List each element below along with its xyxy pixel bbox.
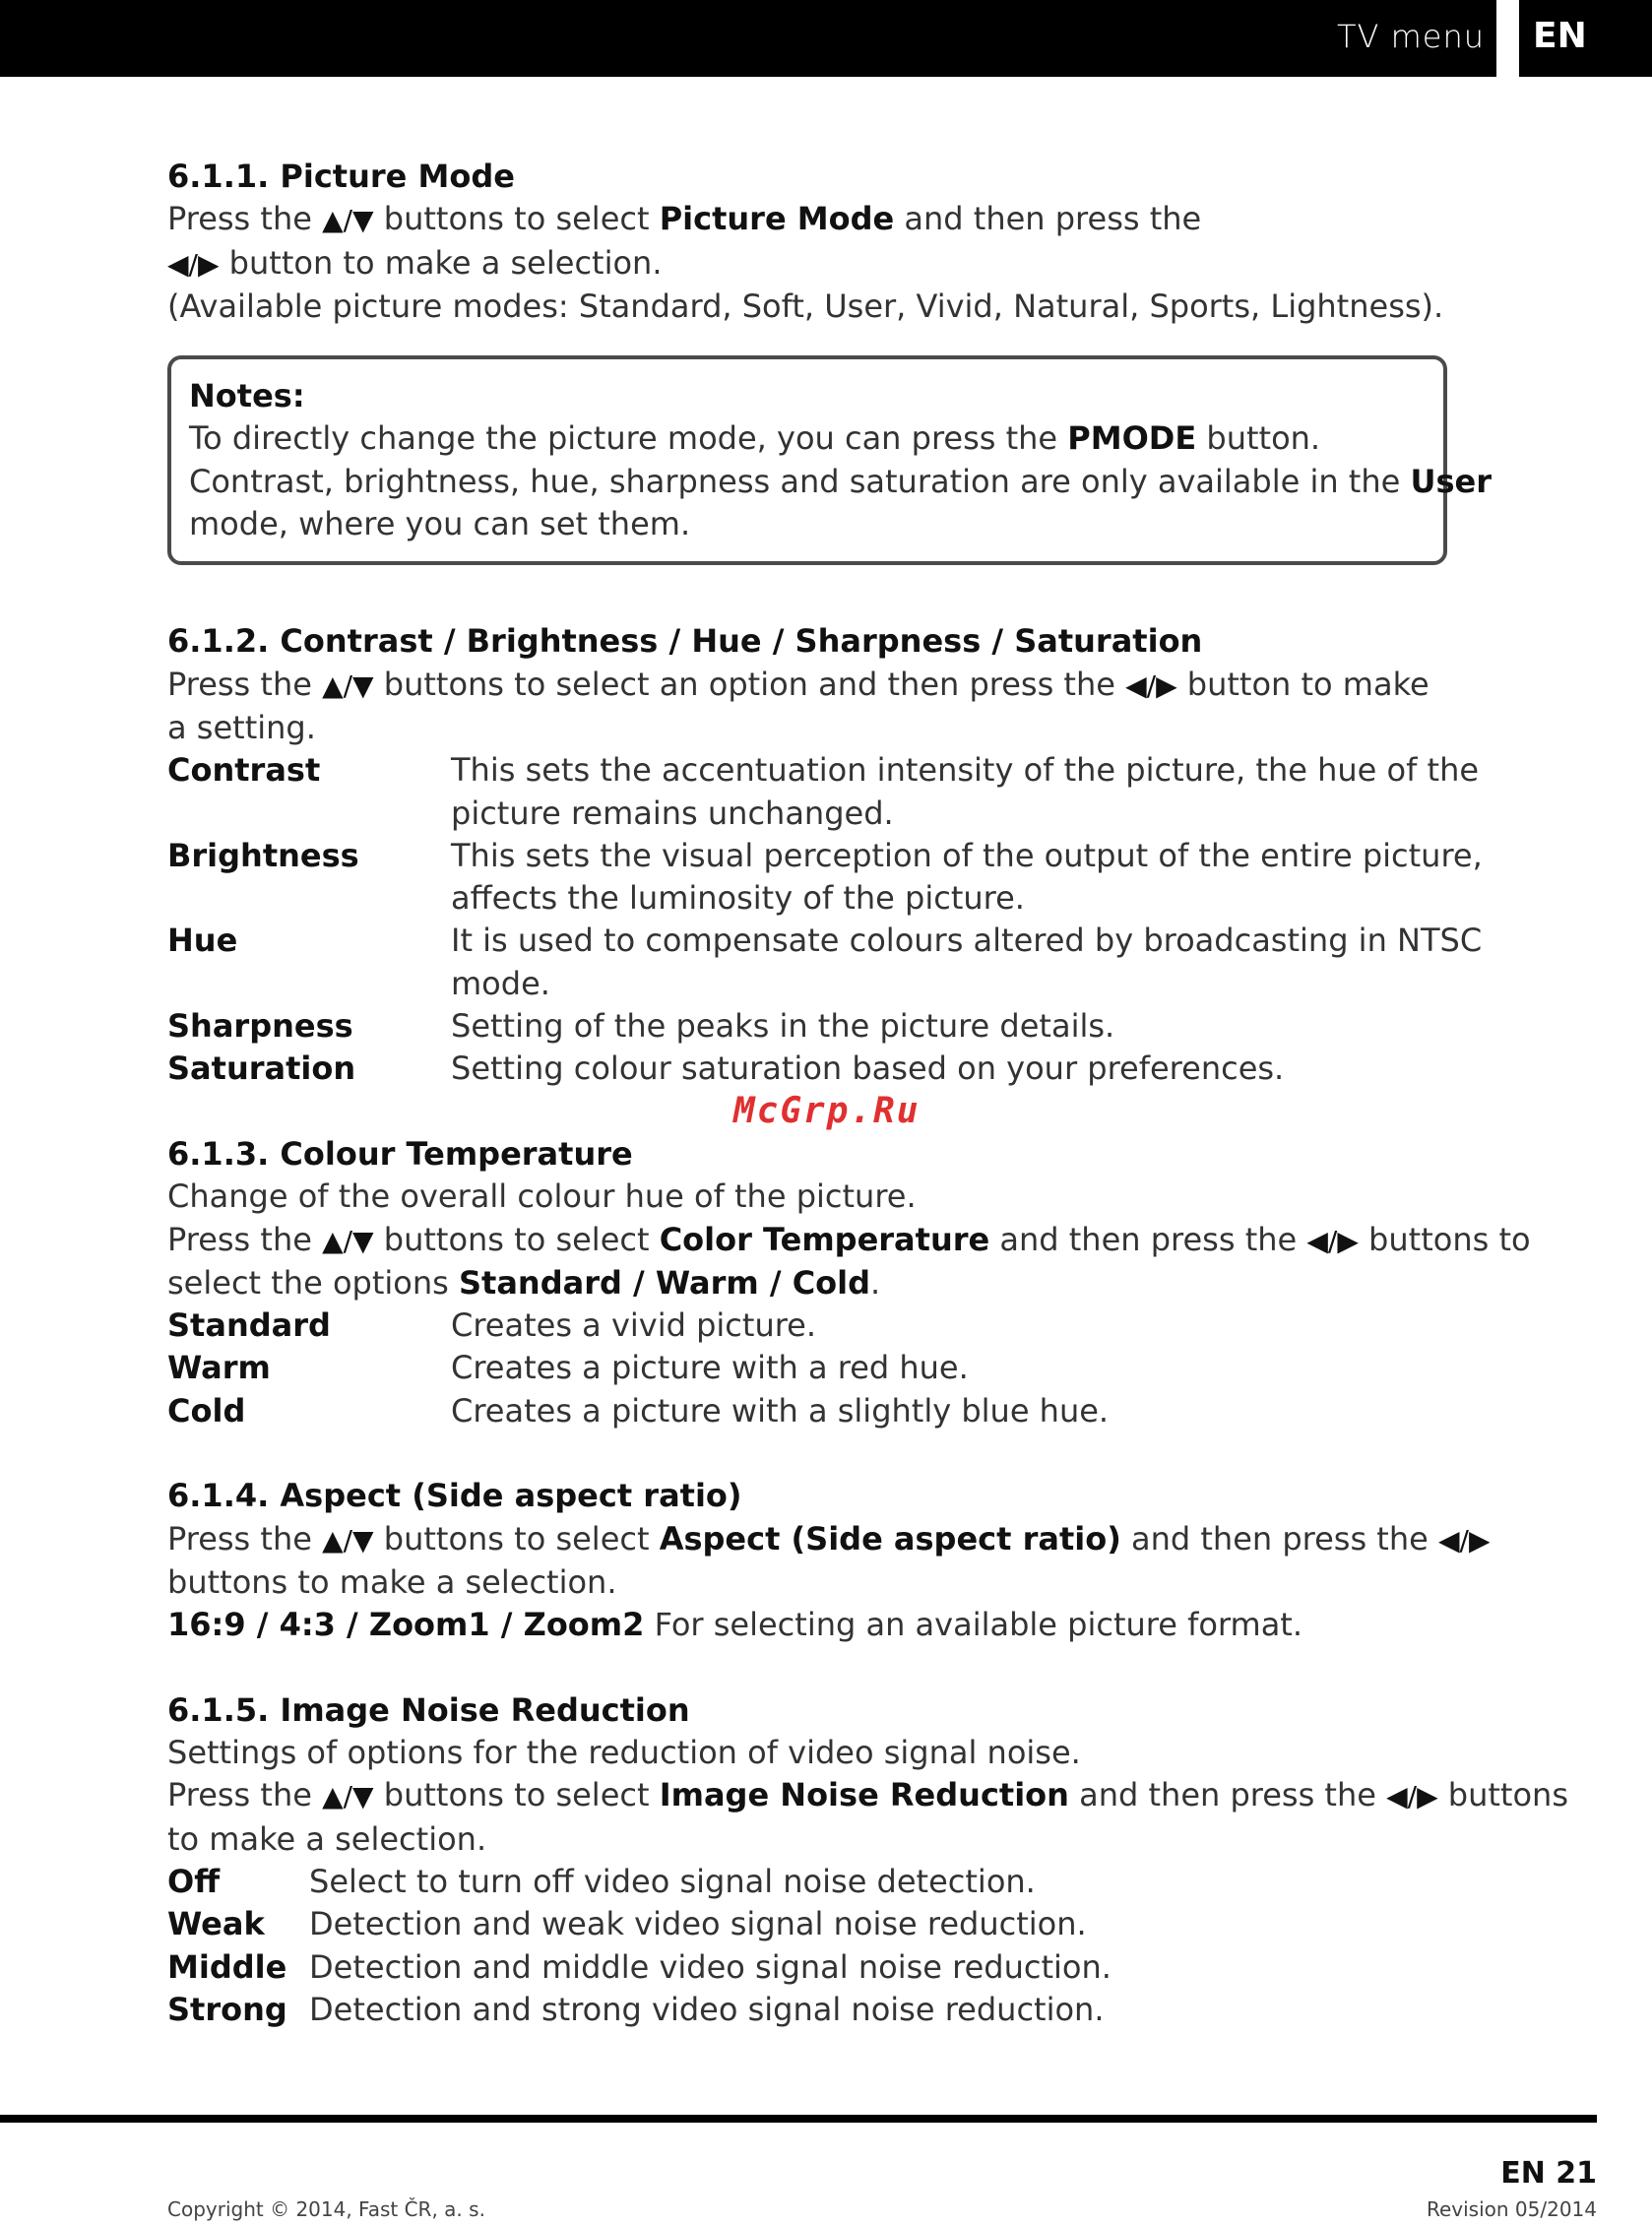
term: Off [167, 1862, 221, 1900]
definition-row [167, 1347, 1487, 1389]
description: Detection and weak video signal noise reduction. [309, 1905, 1087, 1943]
up-down-arrows-icon: ▲/▼ [322, 1780, 374, 1813]
description: Setting of the peaks in the picture details. [451, 1007, 1115, 1046]
section-6-1-5-title: 6.1.5. Image Noise Reduction [167, 1690, 690, 1729]
footer-rule [0, 2115, 1597, 2123]
left-right-arrows-icon: ◀/▶ [167, 247, 220, 281]
left-right-arrows-icon: ◀/▶ [1125, 668, 1177, 702]
s611-line-1: Press the ▲/▼ buttons to select Picture Mode and then press the [167, 200, 1202, 238]
definition-row [167, 1304, 1487, 1347]
s611-line-3: (Available picture modes: Standard, Soft, User, Vivid, Natural, Sports, Lightness). [167, 286, 1444, 325]
term: Sharpness [167, 1007, 353, 1046]
definition-row [167, 749, 1487, 835]
description: This sets the visual perception of the output of the entire picture, [451, 836, 1483, 874]
notes-line-2: Contrast, brightness, hue, sharpness and saturation are only available in the User [189, 462, 1492, 500]
term: Hue [167, 922, 238, 960]
section-6-1-2-title: 6.1.2. Contrast / Brightness / Hue / Sharpness / Saturation [167, 622, 1203, 661]
definition-row [167, 835, 1487, 921]
description: Detection and middle video signal noise reduction. [309, 1947, 1112, 1986]
description: Select to turn off video signal noise detection. [309, 1862, 1036, 1900]
term: Strong [167, 1990, 287, 2028]
s615-line-2: Press the ▲/▼ buttons to select Image Noise Reduction and then press the ◀/▶ buttons [167, 1776, 1568, 1814]
section-6-1-3-title: 6.1.3. Colour Temperature [167, 1134, 633, 1173]
description: It is used to compensate colours altered by broadcasting in NTSC [451, 922, 1483, 960]
s615-line-1: Settings of options for the reduction of video signal noise. [167, 1734, 1081, 1772]
definition-row [167, 1005, 1487, 1048]
term: Saturation [167, 1049, 356, 1088]
s613-line-1: Change of the overall colour hue of the picture. [167, 1177, 917, 1216]
s613-line-2: Press the ▲/▼ buttons to select Color Temperature and then press the ◀/▶ buttons to [167, 1220, 1531, 1258]
s614-line-1: Press the ▲/▼ buttons to select Aspect (Side aspect ratio) and then press the ◀/▶ [167, 1519, 1491, 1558]
description: Creates a picture with a slightly blue hue. [451, 1391, 1110, 1430]
definition-row [167, 1989, 1487, 2031]
notes-line-3: mode, where you can set them. [189, 505, 691, 543]
term: Weak [167, 1905, 265, 1943]
up-down-arrows-icon: ▲/▼ [322, 668, 374, 702]
definition-row [167, 1861, 1487, 1903]
definition-row [167, 1048, 1487, 1090]
term: Contrast [167, 751, 321, 790]
left-right-arrows-icon: ◀/▶ [1437, 1523, 1491, 1557]
s615-line-3: to make a selection. [167, 1819, 487, 1858]
s614-line-3: 16:9 / 4:3 / Zoom1 / Zoom2 For selecting an available picture format. [167, 1606, 1303, 1644]
notes-line-1: To directly change the picture mode, you can press the PMODE button. [189, 419, 1321, 458]
notes-title: Notes: [189, 377, 305, 415]
description: Detection and strong video signal noise reduction. [309, 1990, 1105, 2028]
header-bar [0, 0, 1496, 77]
section-6-1-1-title: 6.1.1. Picture Mode [167, 158, 515, 195]
left-right-arrows-icon: ◀/▶ [1306, 1224, 1359, 1257]
up-down-arrows-icon: ▲/▼ [322, 1523, 374, 1557]
s613-line-3: select the options Standard / Warm / Cold. [167, 1263, 881, 1302]
description: picture remains unchanged. [451, 794, 894, 832]
s612-line-1: Press the ▲/▼ buttons to select an option and then press the ◀/▶ button to make [167, 665, 1430, 703]
watermark: McGrp.Ru [733, 1091, 921, 1131]
s612-line-2: a setting. [167, 708, 316, 746]
description: This sets the accentuation intensity of the picture, the hue of the [451, 751, 1480, 790]
section-label: TV menu [1336, 18, 1485, 55]
left-right-arrows-icon: ◀/▶ [1386, 1780, 1438, 1813]
description: Creates a vivid picture. [451, 1306, 817, 1345]
revision: Revision 05/2014 [1426, 2197, 1597, 2221]
definition-row [167, 920, 1487, 1005]
term: Cold [167, 1391, 246, 1430]
term: Middle [167, 1947, 287, 1986]
section-6-1-4-title: 6.1.4. Aspect (Side aspect ratio) [167, 1477, 742, 1515]
description: Setting colour saturation based on your preferences. [451, 1049, 1285, 1088]
language-badge: EN [1533, 16, 1587, 56]
definition-row [167, 1946, 1487, 1989]
page-number: EN 21 [1500, 2156, 1597, 2191]
copyright: Copyright © 2014, Fast ČR, a. s. [167, 2197, 485, 2221]
description: Creates a picture with a red hue. [451, 1349, 969, 1387]
up-down-arrows-icon: ▲/▼ [322, 204, 374, 237]
description: affects the luminosity of the picture. [451, 879, 1025, 918]
term: Standard [167, 1306, 331, 1345]
description: mode. [451, 964, 550, 1002]
language-badge-box [1519, 0, 1652, 77]
term: Warm [167, 1349, 271, 1387]
up-down-arrows-icon: ▲/▼ [322, 1224, 374, 1257]
definition-row [167, 1390, 1487, 1432]
term: Brightness [167, 836, 359, 874]
definition-row [167, 1903, 1487, 1945]
notes-box [167, 355, 1492, 565]
s614-line-2: buttons to make a selection. [167, 1562, 617, 1601]
s611-line-2: ◀/▶ button to make a selection. [167, 243, 663, 282]
